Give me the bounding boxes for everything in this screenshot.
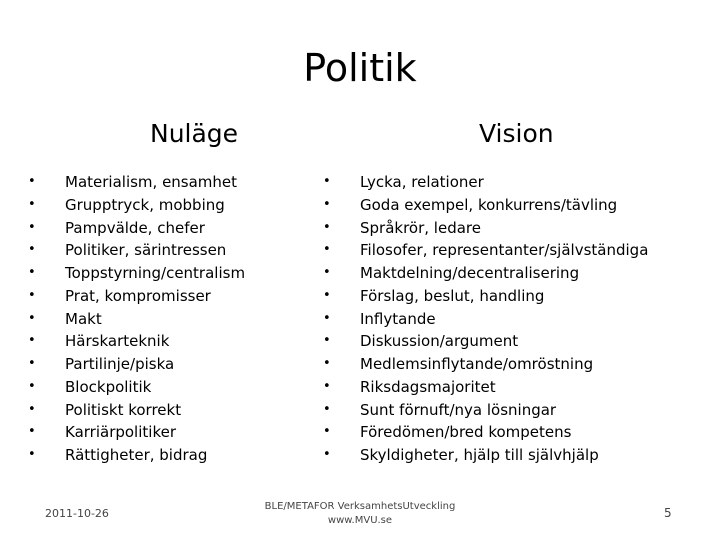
bullet-icon: •	[28, 174, 36, 189]
list-item: • Riksdagsmajoritet	[323, 376, 648, 399]
list-item: • Diskussion/argument	[323, 330, 648, 353]
footer-org-name: BLE/METAFOR VerksamhetsUtveckling	[264, 501, 456, 512]
list-item: • Blockpolitik	[28, 376, 245, 399]
bullet-icon: •	[28, 196, 36, 212]
bullet-icon: •	[323, 219, 331, 235]
bullet-icon: •	[323, 356, 331, 371]
list-item: • Goda exempel, konkurrens/tävling	[323, 194, 648, 217]
list-item: • Materialism, ensamhet	[28, 171, 245, 194]
list-item: • Förslag, beslut, handling	[323, 285, 648, 308]
bullet-icon: •	[323, 378, 331, 394]
bullet-icon: •	[323, 401, 331, 417]
list-item: • Toppstyrning/centralism	[28, 262, 245, 285]
bullet-icon: •	[28, 401, 36, 417]
list-item: • Skyldigheter, hjälp till självhjälp	[323, 444, 648, 467]
bullet-icon: •	[323, 310, 331, 326]
list-item: • Prat, kompromisser	[28, 285, 245, 308]
slide-title: Politik	[303, 46, 417, 90]
list-item: • Maktdelning/decentralisering	[323, 262, 648, 285]
list-item: • Inflytande	[323, 308, 648, 331]
bullet-icon: •	[28, 310, 36, 326]
list-item: • Politiker, särintressen	[28, 239, 245, 262]
list-item: • Härskarteknik	[28, 330, 245, 353]
list-item: • Medlemsinflytande/omröstning	[323, 353, 648, 376]
bullet-icon: •	[323, 196, 331, 212]
bullet-icon: •	[28, 265, 36, 280]
list-item: • Grupptryck, mobbing	[28, 194, 245, 217]
bullet-icon: •	[323, 174, 331, 189]
footer-website: www.MVU.se	[327, 515, 393, 526]
bullet-icon: •	[28, 447, 36, 462]
bullet-icon: •	[28, 242, 36, 258]
page-number: 5	[664, 506, 672, 520]
list-item: • Lycka, relationer	[323, 171, 648, 194]
bullet-icon: •	[28, 356, 36, 371]
bullet-icon: •	[323, 242, 331, 258]
vision-list	[323, 171, 648, 467]
bullet-icon: •	[28, 424, 36, 440]
column-heading-vision: Vision	[479, 119, 554, 148]
bullet-icon: •	[323, 265, 331, 280]
bullet-icon: •	[323, 287, 331, 303]
current-state-list	[28, 171, 245, 467]
list-item: • Språkrör, ledare	[323, 217, 648, 240]
list-item: • Sunt förnuft/nya lösningar	[323, 399, 648, 422]
list-item: • Makt	[28, 308, 245, 331]
column-heading-current: Nuläge	[150, 119, 239, 148]
bullet-icon: •	[28, 333, 36, 349]
bullet-icon: •	[323, 424, 331, 440]
bullet-icon: •	[323, 447, 331, 462]
list-item: • Politiskt korrekt	[28, 399, 245, 422]
bullet-icon: •	[323, 333, 331, 349]
footer-date: 2011-10-26	[45, 507, 109, 520]
bullet-icon: •	[28, 287, 36, 303]
bullet-icon: •	[28, 378, 36, 394]
list-item: • Pampvälde, chefer	[28, 217, 245, 240]
list-item: • Föredömen/bred kompetens	[323, 421, 648, 444]
list-item: • Karriärpolitiker	[28, 421, 245, 444]
list-item: • Filosofer, representanter/självständiga	[323, 239, 648, 262]
list-item: • Rättigheter, bidrag	[28, 444, 245, 467]
bullet-icon: •	[28, 219, 36, 235]
footer-organization	[230, 500, 490, 528]
list-item: • Partilinje/piska	[28, 353, 245, 376]
